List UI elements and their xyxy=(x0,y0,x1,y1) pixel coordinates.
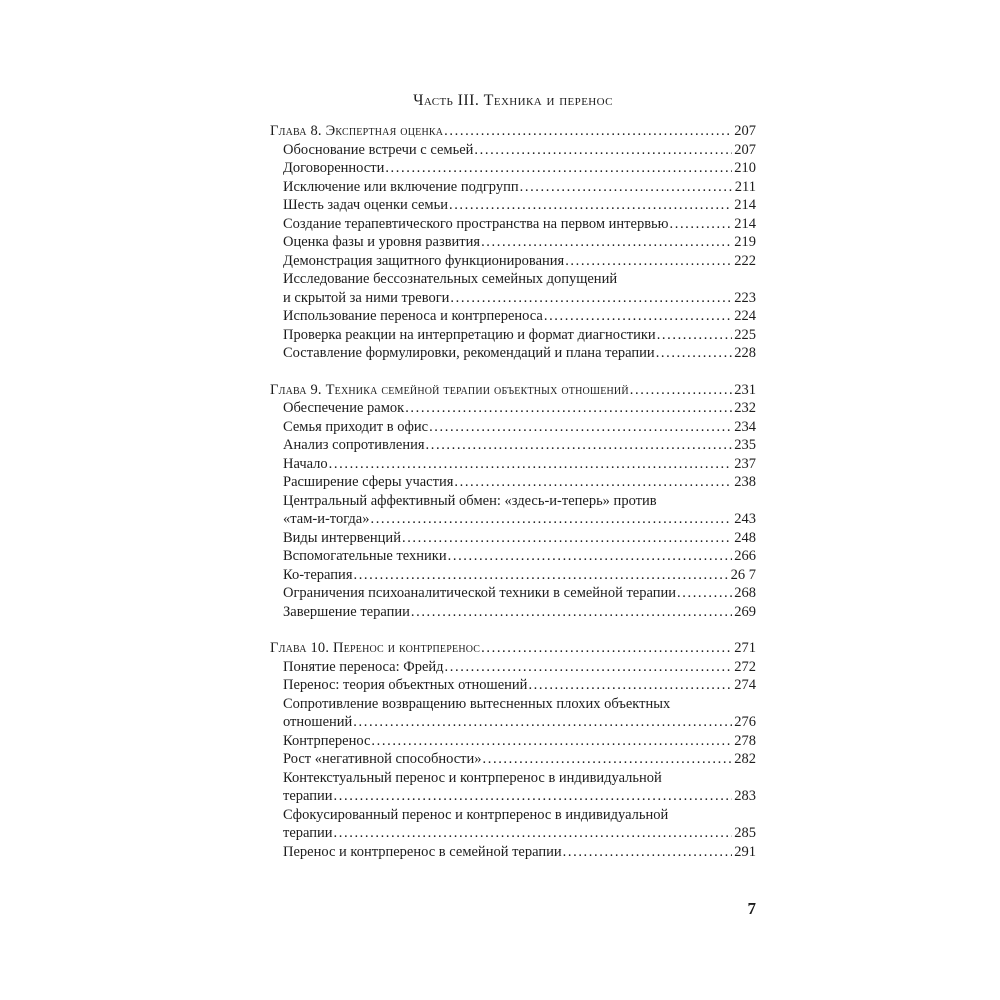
page-number: 7 xyxy=(747,899,756,918)
toc-entry xyxy=(270,307,756,326)
dot-leader xyxy=(474,141,732,160)
dot-leader xyxy=(528,676,732,695)
dot-leader xyxy=(677,584,732,603)
dot-leader xyxy=(483,750,733,769)
toc-entry xyxy=(270,252,756,271)
dot-leader xyxy=(411,603,732,622)
dot-leader xyxy=(630,381,732,400)
toc-entry-title: Контрперенос xyxy=(283,732,371,749)
toc-entry-page: 268 xyxy=(734,585,756,601)
toc-entry xyxy=(270,326,756,345)
toc-entry-title: Начало xyxy=(283,455,328,472)
chapter-block xyxy=(270,122,756,363)
toc-entry-title: отношений xyxy=(283,714,353,730)
toc-entry-title: Вспомогательные техники xyxy=(283,548,447,564)
toc-entry-title: Проверка реакции на интерпретацию и формат диагностики xyxy=(283,326,656,343)
toc-entry-page: 291 xyxy=(734,843,756,860)
toc-entry-page: 26 7 xyxy=(730,566,756,583)
dot-leader xyxy=(385,159,732,178)
dot-leader xyxy=(563,843,733,862)
dot-leader xyxy=(405,399,732,418)
dot-leader xyxy=(371,732,732,751)
toc-entry-page: 243 xyxy=(734,511,756,527)
toc-entry xyxy=(270,750,756,769)
toc-entry-title: Договоренности xyxy=(283,160,385,176)
toc-entry-page: 248 xyxy=(734,529,756,546)
toc-entry xyxy=(270,418,756,437)
toc-entry xyxy=(270,843,756,862)
toc-entry xyxy=(270,215,756,234)
toc-entry-page: 274 xyxy=(734,677,756,693)
dot-leader xyxy=(657,326,733,345)
toc-entry xyxy=(270,676,756,695)
toc-entry xyxy=(270,510,756,529)
dot-leader xyxy=(429,418,732,437)
part-header: Часть III. Техника и перенос xyxy=(413,92,613,109)
toc-entry-title: терапии xyxy=(283,825,333,841)
toc-entry xyxy=(270,566,756,585)
toc-entry xyxy=(270,473,756,492)
toc-entry-page: 278 xyxy=(734,732,756,749)
chapter-heading xyxy=(270,381,756,400)
toc-entry-title: Использование переноса и контрпереноса xyxy=(283,308,543,324)
dot-leader xyxy=(329,455,733,474)
dot-leader xyxy=(481,639,732,658)
toc-entry-page: 285 xyxy=(734,825,756,841)
toc-entry-page: 228 xyxy=(734,345,756,361)
toc-entry-title: Шесть задач оценки семьи xyxy=(283,197,448,213)
chapter-heading xyxy=(270,639,756,658)
toc-entry-title: Завершение терапии xyxy=(283,603,410,620)
toc-entry xyxy=(270,399,756,418)
dot-leader xyxy=(454,473,732,492)
chapter-heading xyxy=(270,122,756,141)
dot-leader xyxy=(353,566,728,585)
toc-entry xyxy=(270,787,756,806)
toc-entry-page: 283 xyxy=(734,788,756,804)
toc-entry xyxy=(270,547,756,566)
toc-entry xyxy=(270,141,756,160)
toc-entry-page: 232 xyxy=(734,400,756,416)
toc-entry-wrap-line: Сопротивление возвращению вытесненных плохих объектных xyxy=(283,695,671,712)
toc-entry-title: Исключение или включение подгрупп xyxy=(283,178,519,195)
chapter-heading-title: Глава 9. Техника семейной терапии объектных отношений xyxy=(270,381,629,398)
toc-entry-wrap-line: Исследование бессознательных семейных допущений xyxy=(283,271,618,287)
toc-entry-title: Расширение сферы участия xyxy=(283,474,454,490)
dot-leader xyxy=(450,289,732,308)
toc-entry xyxy=(270,603,756,622)
chapter-block xyxy=(270,639,756,861)
toc-entry-title: и скрытой за ними тревоги xyxy=(283,289,450,306)
toc-entry-page: 266 xyxy=(734,548,756,564)
toc-entry-page: 214 xyxy=(734,197,756,213)
toc-entry xyxy=(270,732,756,751)
dot-leader xyxy=(334,787,733,806)
toc-entry-wrap-line: Сфокусированный перенос и контрперенос в индивидуальной xyxy=(283,806,669,823)
toc-entry-title: Анализ сопротивления xyxy=(283,437,425,453)
toc-entry-page: 225 xyxy=(734,326,756,343)
toc-entry xyxy=(270,159,756,178)
toc-entry-page: 235 xyxy=(734,437,756,453)
toc-entry-title: Демонстрация защитного функционирования xyxy=(283,252,565,269)
toc-entry-page: 222 xyxy=(734,252,756,269)
toc-entry-title: Перенос и контрперенос в семейной терапии xyxy=(283,843,562,860)
toc-entry-title: Семья приходит в офис xyxy=(283,418,429,435)
toc-entry xyxy=(270,233,756,252)
toc-entry-title: Оценка фазы и уровня развития xyxy=(283,234,481,250)
dot-leader xyxy=(426,436,733,455)
toc-entry-wrap-line: Контекстуальный перенос и контрперенос в индивидуальной xyxy=(283,769,662,786)
toc-entry-page: 210 xyxy=(734,160,756,176)
toc-entry-title: Виды интервенций xyxy=(283,529,401,546)
toc-entry-page: 234 xyxy=(734,418,756,435)
dot-leader xyxy=(449,196,732,215)
toc-entry-page: 269 xyxy=(734,603,756,620)
toc-entry-page: 276 xyxy=(734,714,756,730)
dot-leader xyxy=(448,547,733,566)
toc-entry xyxy=(270,436,756,455)
toc-entry-title: Ко-терапия xyxy=(283,566,353,583)
dot-leader xyxy=(445,658,733,677)
toc-entry-page: 238 xyxy=(734,474,756,490)
toc-entry-title: Перенос: теория объектных отношений xyxy=(283,677,528,693)
toc-entry xyxy=(270,344,756,363)
toc-entry-wrap-line: Центральный аффективный обмен: «здесь-и-теперь» против xyxy=(283,492,657,509)
table-of-contents xyxy=(270,122,756,861)
toc-entry-page: 282 xyxy=(734,751,756,767)
toc-entry-title: Составление формулировки, рекомендаций и плана терапии xyxy=(283,345,655,361)
dot-leader xyxy=(353,713,732,732)
toc-entry-title: «там-и-тогда» xyxy=(283,511,370,527)
toc-entry-page: 207 xyxy=(734,141,756,158)
chapter-heading-page: 271 xyxy=(734,640,756,656)
toc-entry-title: Обоснование встречи с семьей xyxy=(283,141,474,158)
dot-leader xyxy=(481,233,732,252)
toc-entry-page: 219 xyxy=(734,234,756,250)
dot-leader xyxy=(334,824,733,843)
dot-leader xyxy=(402,529,732,548)
toc-entry-page: 237 xyxy=(734,455,756,472)
dot-leader xyxy=(544,307,732,326)
toc-entry-title: Ограничения психоаналитической техники в семейной терапии xyxy=(283,585,677,601)
toc-entry xyxy=(270,658,756,677)
toc-content xyxy=(270,92,756,861)
toc-entry xyxy=(270,196,756,215)
toc-entry-page: 211 xyxy=(734,178,756,195)
dot-leader xyxy=(670,215,733,234)
toc-entry xyxy=(270,584,756,603)
toc-entry-page: 214 xyxy=(734,215,756,232)
chapter-heading-title: Глава 10. Перенос и контрперенос xyxy=(270,640,481,656)
toc-entry xyxy=(270,713,756,732)
dot-leader xyxy=(565,252,732,271)
dot-leader xyxy=(656,344,733,363)
dot-leader xyxy=(520,178,733,197)
toc-entry xyxy=(270,529,756,548)
toc-entry xyxy=(270,455,756,474)
toc-entry xyxy=(270,178,756,197)
toc-entry-title: Создание терапевтического пространства на первом интервью xyxy=(283,215,669,232)
toc-entry-page: 272 xyxy=(734,658,756,675)
toc-entry-title: Понятие переноса: Фрейд xyxy=(283,658,444,675)
toc-entry-title: Обеспечение рамок xyxy=(283,400,405,416)
toc-entry-page: 223 xyxy=(734,289,756,306)
toc-entry-title: терапии xyxy=(283,788,333,804)
toc-entry xyxy=(270,289,756,308)
toc-entry-page: 224 xyxy=(734,308,756,324)
toc-entry-title: Рост «негативной способности» xyxy=(283,751,482,767)
dot-leader xyxy=(444,122,732,141)
chapter-heading-title: Глава 8. Экспертная оценка xyxy=(270,123,444,139)
chapter-heading-page: 231 xyxy=(734,381,756,398)
toc-entry xyxy=(270,824,756,843)
dot-leader xyxy=(370,510,732,529)
chapter-block xyxy=(270,381,756,622)
chapter-heading-page: 207 xyxy=(734,123,756,139)
